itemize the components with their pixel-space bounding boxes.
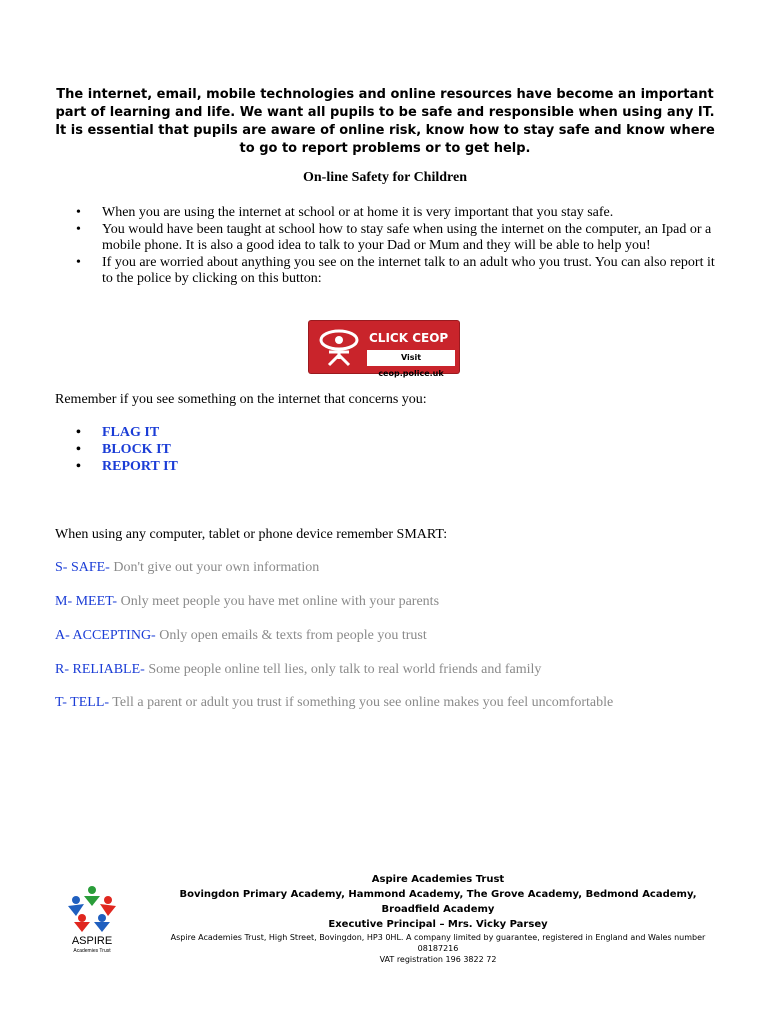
- smart-desc: Some people online tell lies, only talk to real world friends and family: [144, 662, 542, 677]
- smart-item-accepting: [55, 628, 735, 644]
- safety-bullet-list: [76, 205, 716, 288]
- smart-item-reliable: [55, 662, 735, 678]
- smart-item-safe: [55, 560, 735, 576]
- footer: [150, 872, 726, 965]
- aspire-logo: [62, 882, 122, 954]
- smart-item-tell: [55, 695, 735, 711]
- smart-key: R- RELIABLE-: [55, 662, 145, 677]
- click-ceop-button[interactable]: [309, 321, 459, 378]
- list-item: • REPORT IT: [76, 458, 178, 475]
- smart-intro: When using any computer, tablet or phone device remember SMART:: [55, 527, 448, 542]
- smart-key: S- SAFE-: [55, 560, 110, 575]
- list-item: • If you are worried about anything you see on the internet talk to an adult who you trust. You can also report it to the police by clicking on this button:: [76, 255, 716, 288]
- ceop-button-label: CLICK CEOP: [361, 329, 455, 347]
- intro-paragraph: The internet, email, mobile technologies and online resources have become an important part of learning and life. We want all pupils to be safe and responsible when using any IT. It is essential that pupils are aware of online risk, know how to stay safe and know where to go to report problems or to get help.: [55, 87, 715, 156]
- smart-desc: Only meet people you have met online with your parents: [117, 594, 440, 609]
- ceop-button-sublabel: Visit ceop.police.uk: [367, 350, 455, 366]
- list-item: • When you are using the internet at school or at home it is very important that you stay safe.: [76, 205, 716, 222]
- ceop-eye-icon: [317, 327, 361, 367]
- aspire-logo-subtext: Academies Trust: [73, 948, 111, 954]
- aspire-figures-icon: [68, 886, 116, 932]
- aspire-logo-text: ASPIRE: [71, 935, 113, 947]
- footer-vat: VAT registration 196 3822 72: [379, 955, 497, 964]
- action-list: [76, 424, 178, 475]
- smart-item-meet: [55, 594, 735, 610]
- footer-trust-name: Aspire Academies Trust: [371, 874, 505, 885]
- list-item: • BLOCK IT: [76, 441, 178, 458]
- footer-address: Aspire Academies Trust, High Street, Bovingdon, HP3 0HL. A company limited by guarantee, registered in England and Wales number 08187216: [170, 933, 706, 953]
- footer-academies: Bovingdon Primary Academy, Hammond Academy, The Grove Academy, Bedmond Academy, Broadfield Academy: [179, 889, 697, 915]
- smart-desc: Tell a parent or adult you trust if something you see online makes you feel uncomfortable: [109, 695, 614, 710]
- list-item: • FLAG IT: [76, 424, 178, 441]
- smart-key: A- ACCEPTING-: [55, 628, 156, 643]
- smart-desc: Don't give out your own information: [109, 560, 320, 575]
- footer-principal: Executive Principal – Mrs. Vicky Parsey: [328, 919, 548, 930]
- list-item: • You would have been taught at school how to stay safe when using the internet on the computer, an Ipad or a mobile phone. It is also a good idea to talk to your Dad or Mum and they will be able to help you!: [76, 222, 716, 255]
- page-heading: On-line Safety for Children: [303, 170, 467, 185]
- smart-key: T- TELL-: [55, 695, 110, 710]
- smart-desc: Only open emails & texts from people you trust: [155, 628, 427, 643]
- remember-text: Remember if you see something on the internet that concerns you:: [55, 392, 427, 407]
- smart-key: M- MEET-: [55, 594, 118, 609]
